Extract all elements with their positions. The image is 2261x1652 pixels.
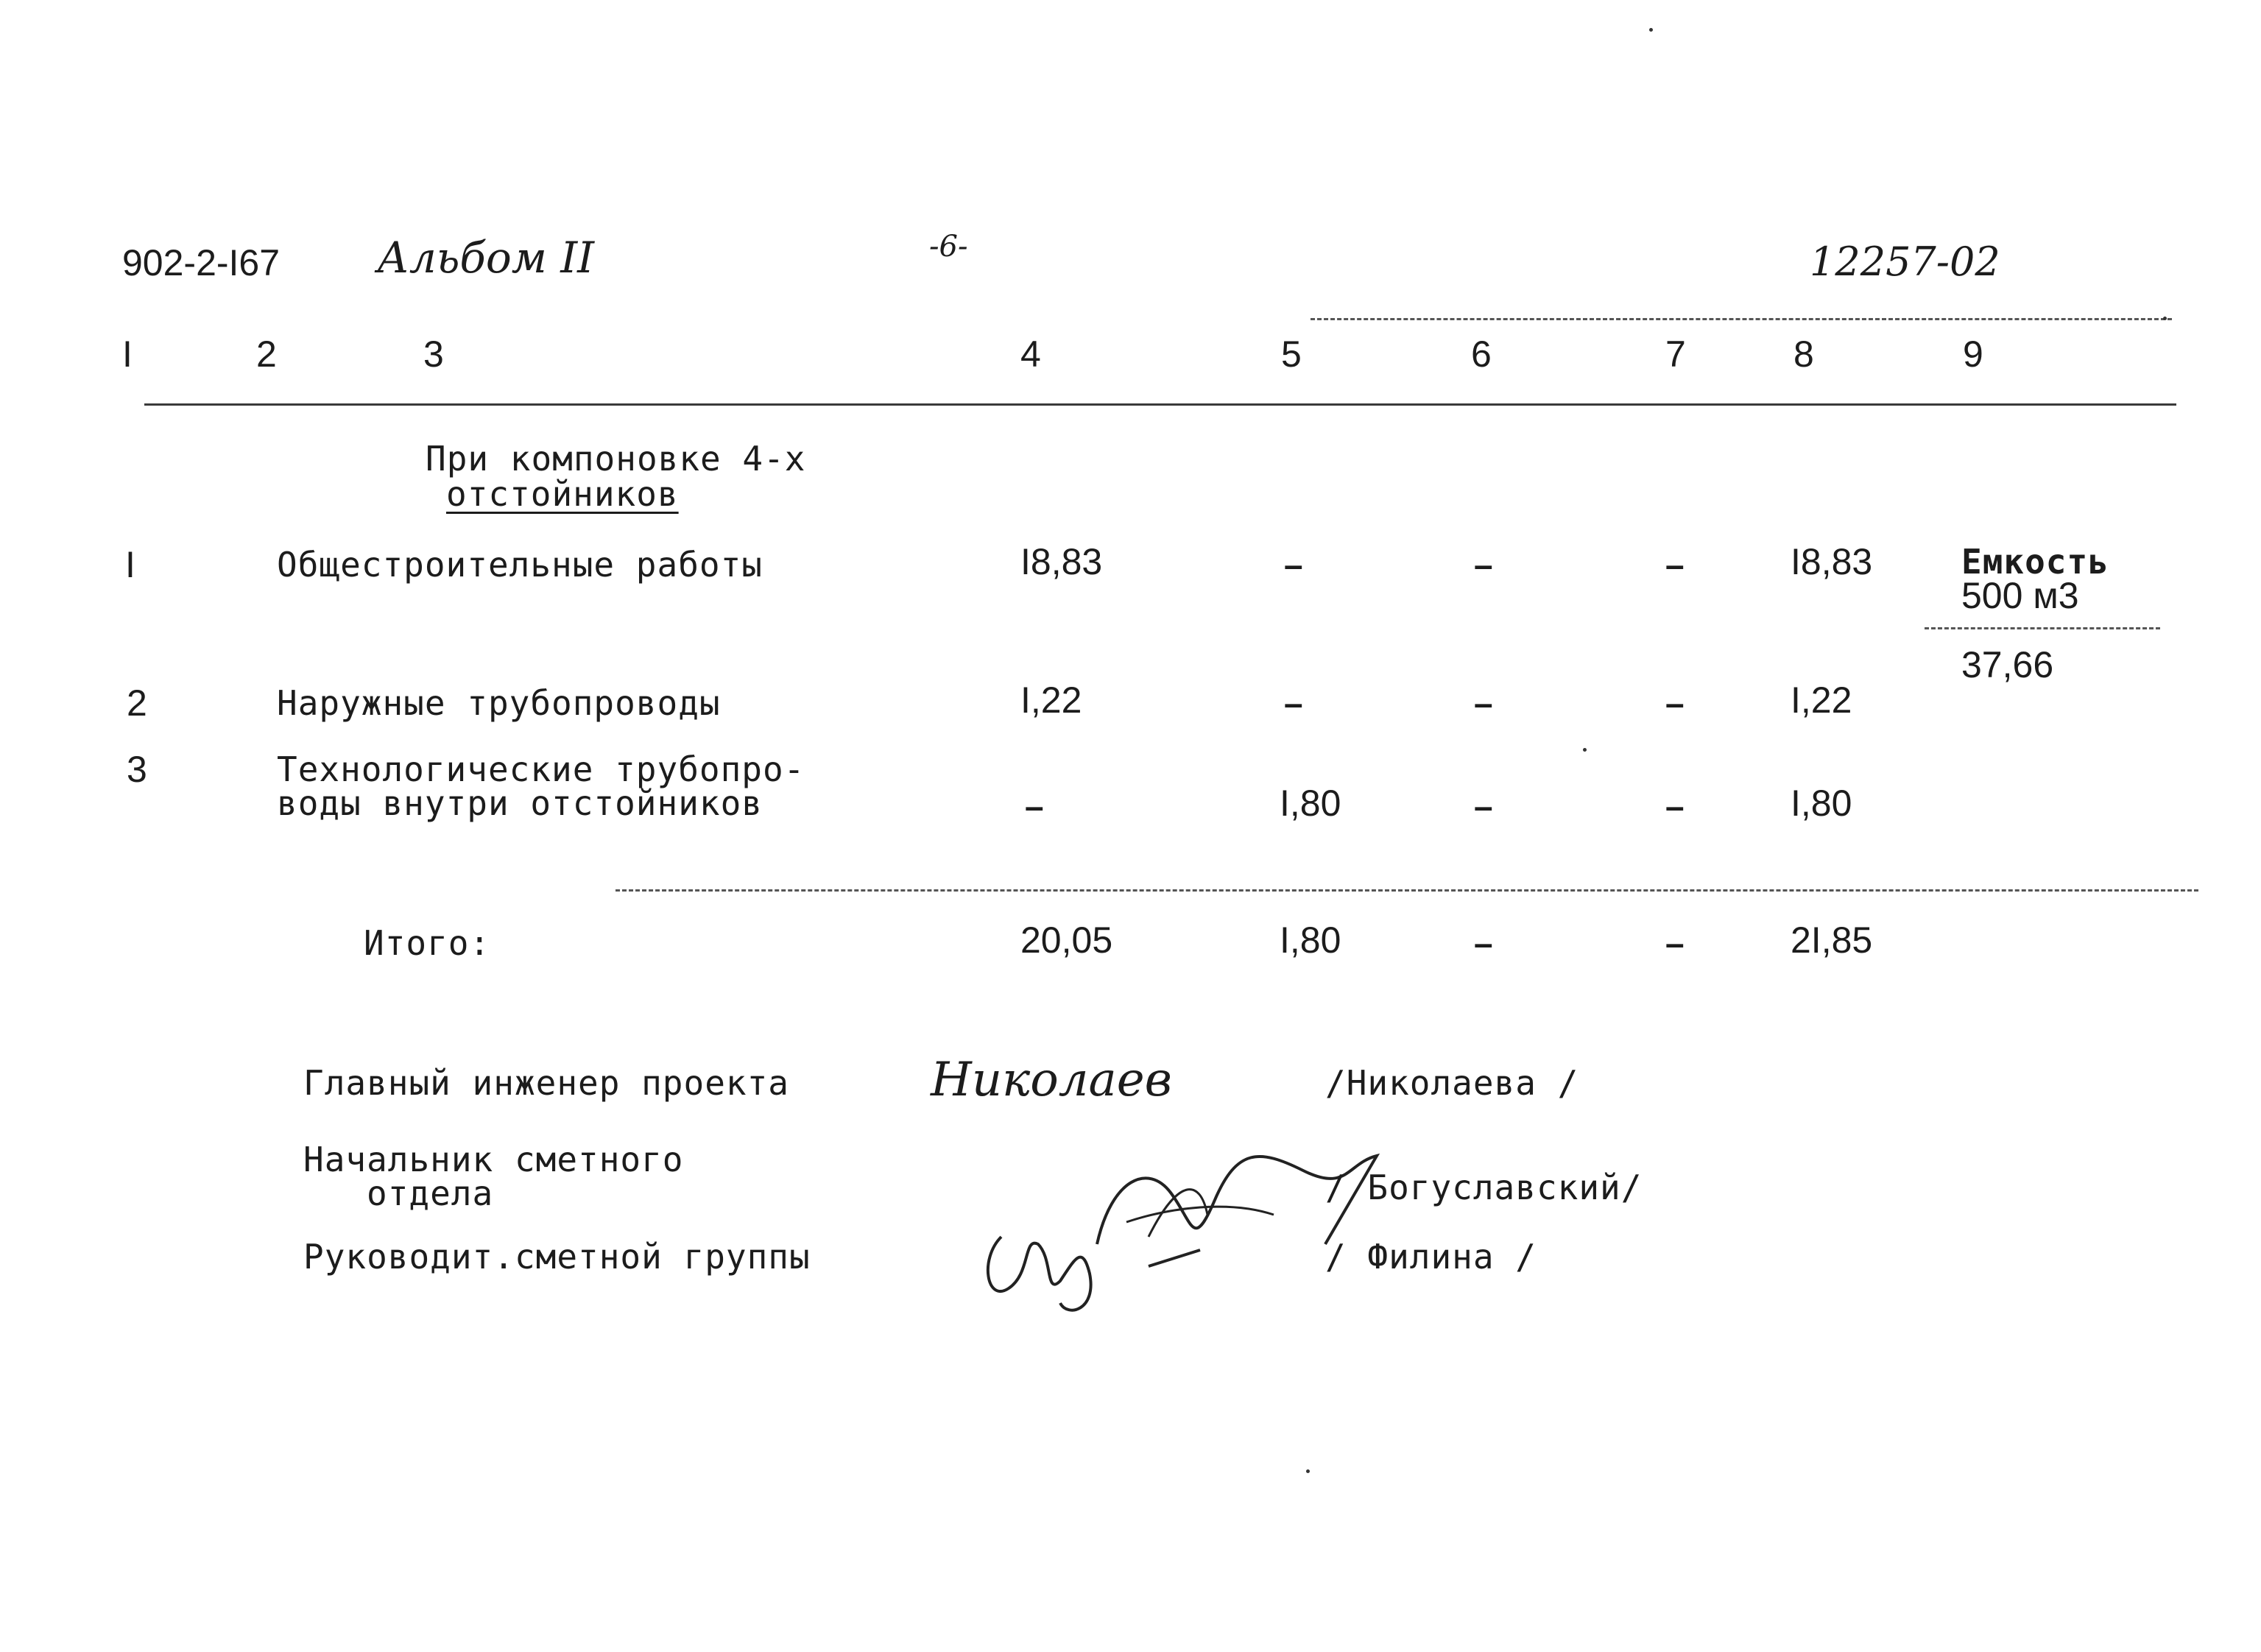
column-header-5: 5 [1281, 333, 1302, 375]
total-col7: – [1665, 924, 1685, 962]
total-col4: 20,05 [1020, 919, 1113, 961]
document-code: 902-2-I67 [122, 242, 281, 283]
row-name: Наружные трубопроводы [277, 683, 721, 723]
section-title-line1: При компоновке 4-х [426, 439, 806, 479]
total-col8: 2I,85 [1791, 919, 1873, 961]
row-col4: I8,83 [1020, 541, 1103, 582]
row-col7: – [1665, 546, 1685, 584]
row-col8: I8,83 [1791, 541, 1873, 582]
row-col6: – [1474, 684, 1493, 722]
total-label: Итого: [364, 923, 491, 963]
note-rule [1925, 627, 2160, 629]
scan-speck [2163, 317, 2167, 320]
row-col5: – [1284, 684, 1303, 722]
row-col8: I,80 [1791, 783, 1852, 824]
row-name-line2: воды внутри отстойников [277, 783, 763, 823]
row-col7: – [1665, 787, 1685, 825]
column-header-6: 6 [1471, 333, 1492, 375]
section-title-line2: отстойников [446, 474, 679, 514]
column-header-3: 3 [423, 333, 444, 375]
signatory-role: Главный инженер проекта [303, 1063, 789, 1103]
row-col6: – [1474, 546, 1493, 584]
scan-speck [1306, 1469, 1310, 1473]
row-number: 2 [127, 682, 147, 724]
scan-speck [1649, 28, 1653, 32]
row-col4: – [1025, 787, 1044, 825]
signatory-name: / Филина / [1325, 1237, 1537, 1277]
scan-speck [1583, 748, 1587, 752]
column-header-1: I [122, 333, 133, 375]
signatory-role: Руководит.сметной группы [303, 1237, 811, 1277]
album-label: Альбом II [377, 233, 595, 283]
row-col7: – [1665, 684, 1685, 722]
document-number: 12257-02 [1810, 239, 2000, 285]
signatory-name: / Богуславский/ [1325, 1168, 1643, 1207]
handwritten-signature: Николаев [931, 1053, 1172, 1107]
note-value: 37,66 [1961, 644, 2054, 685]
note-volume: 500 м3 [1961, 575, 2079, 616]
note-capacity: Емкость [1961, 542, 2109, 582]
column-header-9: 9 [1963, 333, 1983, 375]
page-number: -6- [929, 230, 968, 264]
row-col6: – [1474, 787, 1493, 825]
row-number: I [125, 544, 135, 585]
signature-scribble [979, 1215, 1244, 1318]
total-col5: I,80 [1280, 919, 1341, 961]
row-name: Общестроительные работы [277, 545, 763, 585]
column-header-4: 4 [1020, 333, 1041, 375]
column-header-2: 2 [256, 333, 277, 375]
row-name-line1: Технологические трубопро- [277, 749, 805, 789]
total-rule [615, 889, 2198, 892]
column-header-rule [144, 403, 2176, 406]
signatory-name: /Николаева / [1325, 1063, 1579, 1103]
signatory-role-line2: отдела [367, 1173, 494, 1213]
row-number: 3 [127, 749, 147, 790]
row-col4: I,22 [1020, 679, 1082, 721]
header-rule [1311, 318, 2172, 320]
row-col5: I,80 [1280, 783, 1341, 824]
column-header-8: 8 [1793, 333, 1814, 375]
column-header-7: 7 [1665, 333, 1686, 375]
row-col5: – [1284, 546, 1303, 584]
row-col8: I,22 [1791, 679, 1852, 721]
total-col6: – [1474, 924, 1493, 962]
signatory-role-line1: Начальник сметного [303, 1140, 684, 1179]
